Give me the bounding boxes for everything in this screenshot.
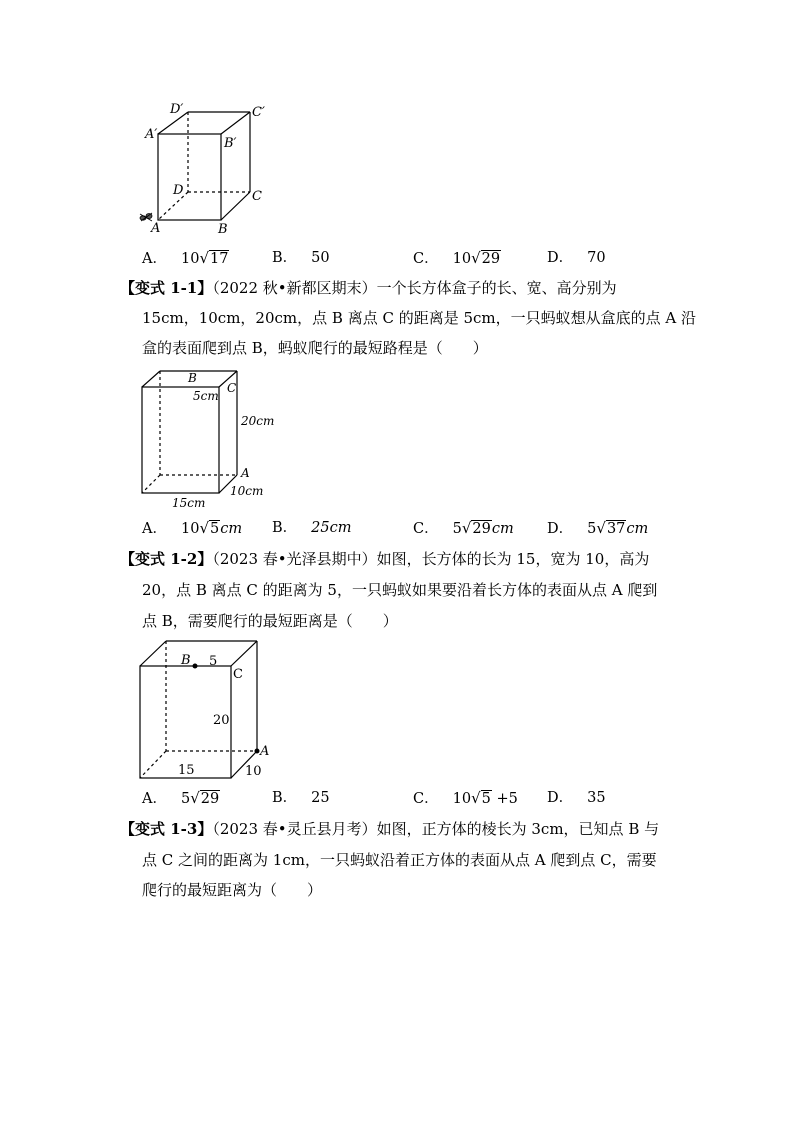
q1-option-b: B． 25cm — [272, 520, 352, 536]
q2-line-3: 点 B，需要爬行的最短距离是（ ） — [142, 612, 398, 630]
label-Dp: D′ — [170, 102, 184, 117]
label-C: C — [252, 189, 262, 204]
fig1-label-C: C — [227, 381, 237, 395]
fig1-label-B: B — [188, 371, 197, 385]
label-B: B — [218, 222, 228, 237]
ant-icon — [140, 213, 152, 221]
q0-option-c: C． 10√29 — [413, 249, 501, 267]
fig2-label-15: 15 — [178, 763, 195, 778]
q2-option-c: C． 10√5 +5 — [413, 789, 518, 807]
q1-option-c: C． 5√29cm — [413, 519, 514, 537]
figure-cube-1 — [130, 100, 280, 240]
q3-line-1: 【变式 1-3】（2023 春•灵丘县月考）如图，正方体的棱长为 3cm，已知点 B 与 — [120, 820, 660, 838]
q0-option-a: A． 10√17 — [142, 249, 229, 267]
fig1-label-A: A — [241, 466, 250, 480]
point-B — [193, 664, 198, 669]
q2-option-a: A． 5√29 — [142, 789, 220, 807]
fig1-label-20cm: 20cm — [241, 414, 275, 428]
q0-option-d: D． 70 — [547, 250, 606, 266]
fig2-label-A: A — [260, 744, 270, 759]
fig1-label-5cm: 5cm — [193, 389, 219, 403]
fig2-label-C: C — [233, 667, 243, 682]
q1-option-a: A． 10√5cm — [142, 519, 243, 537]
q2-option-b: B． 25 — [272, 790, 330, 806]
label-A: A — [151, 221, 161, 236]
q3-line-3: 爬行的最短距离为（ ） — [142, 881, 323, 899]
fig2-label-B: B — [181, 653, 191, 668]
q2-line-1: 【变式 1-2】（2023 春•光泽县期中）如图，长方体的长为 15，宽为 10，高为 — [120, 550, 650, 568]
q1-line-3: 盒的表面爬到点 B，蚂蚁爬行的最短路程是（ ） — [142, 339, 488, 357]
label-Ap: A′ — [145, 127, 158, 142]
fig2-label-5: 5 — [209, 654, 218, 669]
fig2-label-20: 20 — [213, 713, 230, 728]
fig1-label-15cm: 15cm — [172, 496, 206, 510]
q1-option-d: D． 5√37cm — [547, 519, 649, 537]
q0-option-b: B． 50 — [272, 250, 330, 266]
q1-line-2: 15cm，10cm，20cm，点 B 离点 C 的距离是 5cm，一只蚂蚁想从盒底的点 A 沿 — [142, 309, 697, 327]
label-Bp: B′ — [224, 136, 237, 151]
q1-line-1: 【变式 1-1】（2022 秋•新都区期末）一个长方体盒子的长、宽、高分别为 — [120, 279, 617, 297]
point-A — [255, 749, 260, 754]
label-Cp: C′ — [252, 105, 265, 120]
q3-line-2: 点 C 之间的距离为 1cm，一只蚂蚁沿着正方体的表面从点 A 爬到点 C，需要 — [142, 851, 657, 869]
fig2-label-10: 10 — [245, 764, 262, 779]
figure-box-2 — [135, 637, 285, 787]
q2-option-d: D． 35 — [547, 790, 606, 806]
label-D: D — [173, 183, 184, 198]
figure-box-1 — [135, 365, 285, 515]
q3-tag: 【变式 1-3】 — [120, 820, 213, 838]
q1-tag: 【变式 1-1】 — [120, 279, 213, 297]
q2-tag: 【变式 1-2】 — [120, 550, 213, 568]
fig1-label-10cm: 10cm — [230, 484, 264, 498]
q2-line-2: 20，点 B 离点 C 的距离为 5，一只蚂蚁如果要沿着长方体的表面从点 A 爬到 — [142, 581, 658, 599]
